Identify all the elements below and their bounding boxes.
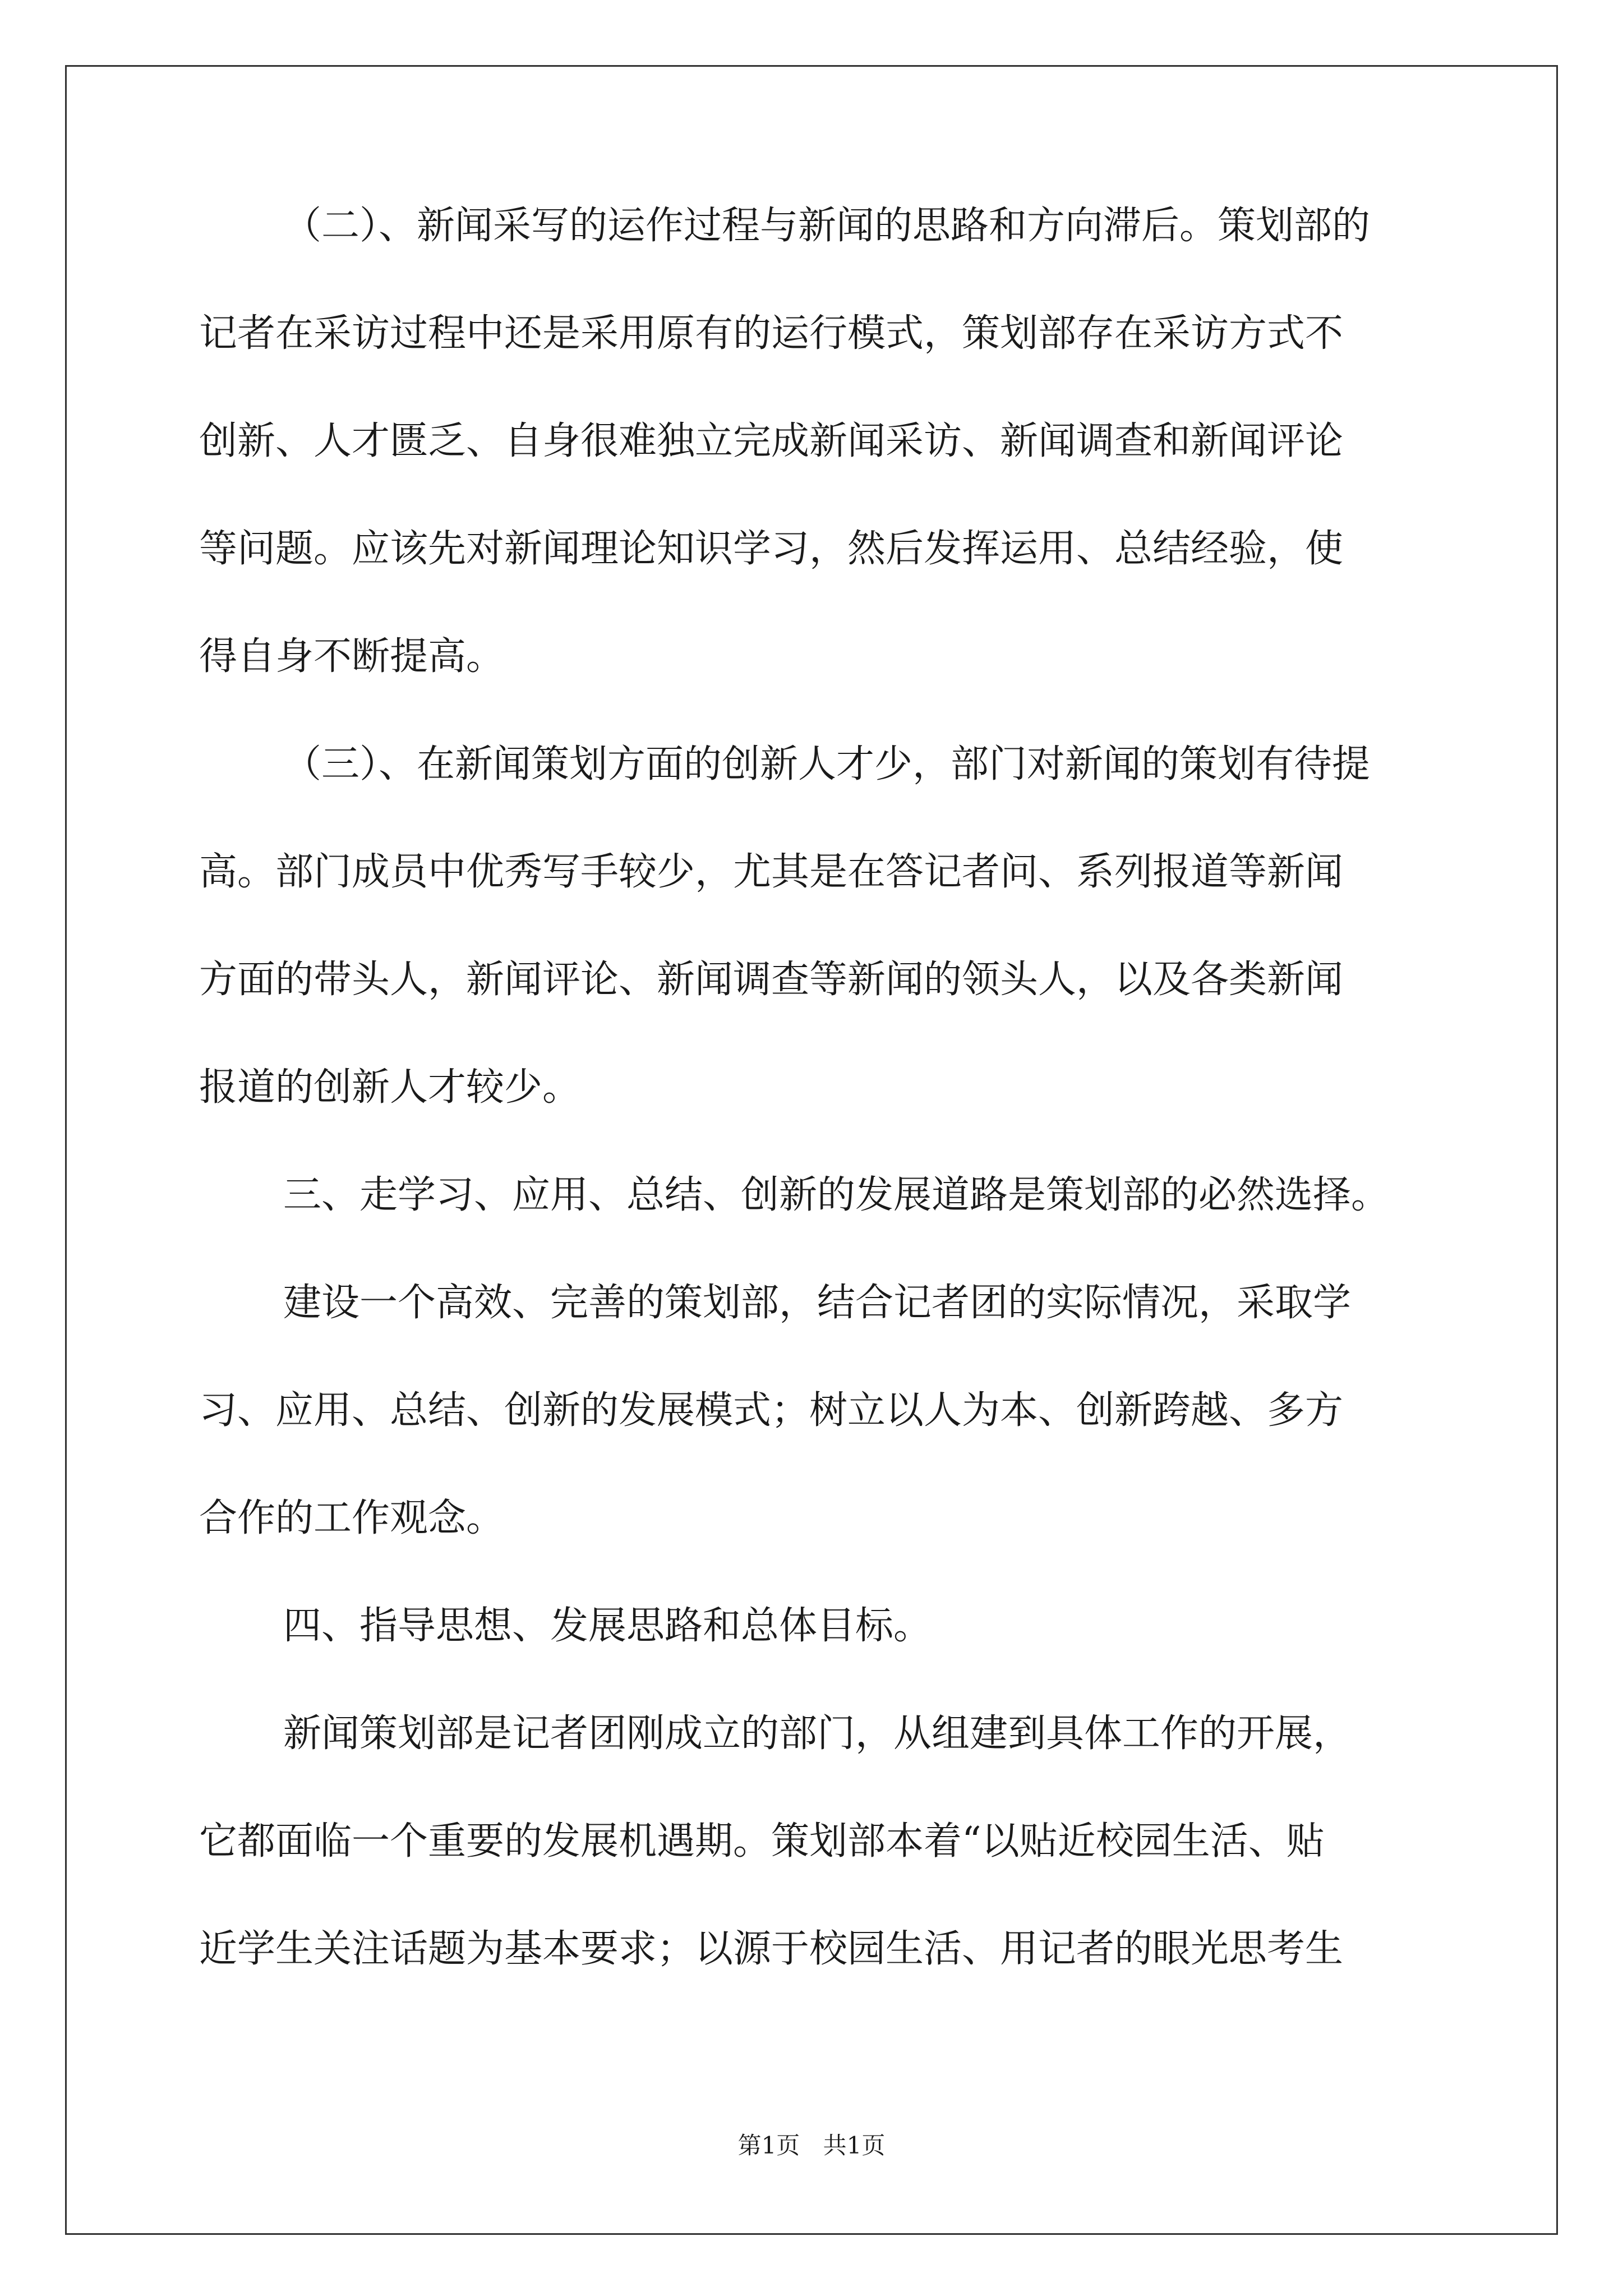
text-line: 等问题。应该先对新闻理论知识学习，然后发挥运用、总结经验，使 — [199, 527, 1344, 571]
page-footer — [0, 2129, 1623, 2162]
text-line: 建设一个高效、完善的策划部，结合记者团的实际情况，采取学 — [283, 1281, 1352, 1325]
text-line: 习、应用、总结、创新的发展模式；树立以人为本、创新跨越、多方 — [199, 1388, 1344, 1433]
section-heading: 三、走学习、应用、总结、创新的发展道路是策划部的必然选择。 — [283, 1173, 1390, 1217]
page-border — [65, 65, 1558, 2235]
text-line: 方面的带头人，新闻评论、新闻调查等新闻的领头人，以及各类新闻 — [199, 958, 1344, 1002]
text-line: 创新、人才匮乏、自身很难独立完成新闻采访、新闻调查和新闻评论 — [199, 419, 1344, 463]
text-line: 近学生关注话题为基本要求；以源于校园生活、用记者的眼光思考生 — [199, 1927, 1344, 1971]
text-line: 记者在采访过程中还是采用原有的运行模式，策划部存在采访方式不 — [199, 311, 1344, 356]
text-line: 报道的创新人才较少。 — [199, 1065, 581, 1110]
text-line: 得自身不断提高。 — [199, 634, 505, 679]
text-line: 合作的工作观念。 — [199, 1496, 505, 1540]
text-line: 新闻策划部是记者团刚成立的部门，从组建到具体工作的开展， — [283, 1711, 1352, 1756]
text-line: （二）、新闻采写的运作过程与新闻的思路和方向滞后。策划部的 — [283, 204, 1371, 248]
page-number: 第1页 — [737, 2132, 800, 2159]
section-heading: 四、指导思想、发展思路和总体目标。 — [283, 1604, 932, 1648]
text-line: 高。部门成员中优秀写手较少，尤其是在答记者问、系列报道等新闻 — [199, 850, 1344, 894]
text-line: 它都面临一个重要的发展机遇期。策划部本着“以贴近校园生活、贴 — [199, 1819, 1325, 1864]
page-total: 共1页 — [823, 2132, 886, 2159]
text-line: （三）、在新闻策划方面的创新人才少，部门对新闻的策划有待提 — [283, 742, 1371, 786]
